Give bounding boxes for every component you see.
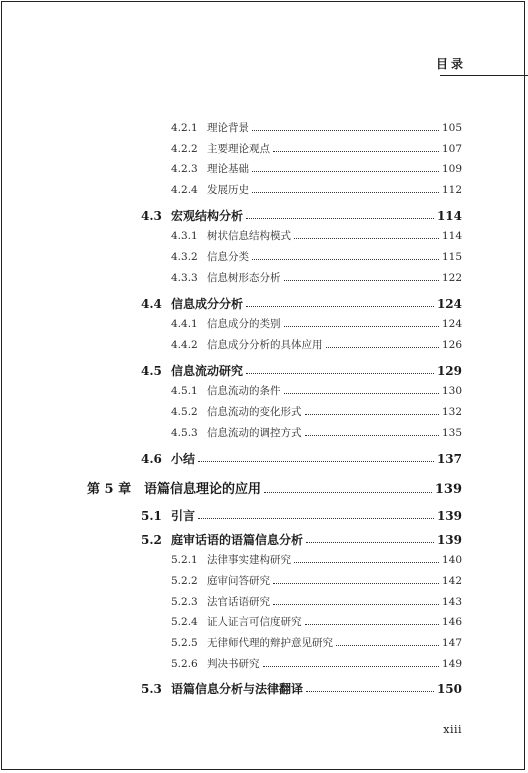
toc-entry[interactable] [171, 144, 462, 155]
running-header: 目录 [435, 57, 466, 71]
dot-leader [326, 347, 439, 348]
dot-leader [306, 691, 434, 692]
dot-leader [305, 435, 439, 436]
toc-title: 法官话语研究 [207, 596, 270, 608]
toc-number: 5.2.3 [171, 596, 198, 608]
toc-page: 107 [441, 143, 462, 155]
toc-chapter-number: 第 5 章 [87, 482, 132, 497]
toc-page: 150 [436, 682, 462, 696]
toc-entry[interactable] [171, 231, 462, 242]
header-rule [440, 75, 528, 76]
toc-number: 4.4.1 [171, 318, 198, 330]
toc-page: 149 [441, 658, 462, 670]
toc-title: 信息流动的变化形式 [207, 406, 302, 418]
toc-page: 115 [441, 251, 462, 263]
toc-page: 114 [436, 209, 462, 223]
toc-title: 信息成分的类别 [207, 318, 281, 330]
toc-page: 132 [441, 406, 462, 418]
toc-page: 142 [441, 575, 462, 587]
dot-leader [305, 624, 439, 625]
toc-page: 143 [441, 596, 462, 608]
toc-title: 信息树形态分析 [207, 272, 281, 284]
toc-entry[interactable] [171, 164, 462, 175]
toc-page: 130 [441, 385, 462, 397]
toc-page: 147 [441, 637, 462, 649]
toc-entry[interactable] [171, 597, 462, 608]
toc-chapter-entry[interactable] [87, 483, 462, 496]
dot-leader [336, 645, 439, 646]
dot-leader [284, 393, 439, 394]
dot-leader [306, 542, 434, 543]
toc-page: 139 [436, 533, 462, 547]
dot-leader [264, 492, 432, 493]
toc-number: 4.3 [141, 209, 162, 223]
dot-leader [273, 151, 439, 152]
toc-entry[interactable] [171, 123, 462, 134]
dot-leader [246, 218, 434, 219]
toc-entry[interactable] [171, 576, 462, 587]
toc-title: 发展历史 [207, 184, 249, 196]
toc-page: 109 [441, 163, 462, 175]
toc-page: 112 [441, 184, 462, 196]
toc-page: 114 [441, 230, 462, 242]
toc-number: 5.2.1 [171, 554, 198, 566]
toc-entry[interactable] [141, 298, 462, 310]
toc-number: 4.2.2 [171, 143, 198, 155]
dot-leader [273, 604, 439, 605]
dot-leader [252, 130, 439, 131]
dot-leader [284, 280, 439, 281]
toc-number: 4.3.1 [171, 230, 198, 242]
toc-page: 139 [434, 482, 462, 497]
toc-entry[interactable] [141, 365, 462, 377]
toc-number: 4.2.4 [171, 184, 198, 196]
toc-title: 引言 [171, 509, 196, 523]
toc-number: 4.3.3 [171, 272, 198, 284]
toc-number: 5.2.2 [171, 575, 198, 587]
toc-entry[interactable] [171, 617, 462, 628]
toc-title: 语篇信息分析与法律翻译 [171, 682, 304, 696]
dot-leader [252, 259, 439, 260]
toc-entry[interactable] [171, 252, 462, 263]
toc-entry[interactable] [171, 319, 462, 330]
dot-leader [252, 192, 439, 193]
toc-number: 4.3.2 [171, 251, 198, 263]
toc-entry[interactable] [171, 386, 462, 397]
toc-entry[interactable] [171, 555, 462, 566]
toc-page: 137 [436, 452, 462, 466]
toc-number: 4.4.2 [171, 339, 198, 351]
toc-title: 主要理论观点 [207, 143, 270, 155]
toc-title: 信息流动研究 [171, 364, 244, 378]
dot-leader [252, 171, 439, 172]
toc-number: 5.2 [141, 533, 162, 547]
toc-page: 122 [441, 272, 462, 284]
toc-page: 105 [441, 122, 462, 134]
toc-title: 信息流动的条件 [207, 385, 281, 397]
dot-leader [198, 461, 434, 462]
toc-entry[interactable] [171, 185, 462, 196]
toc-number: 4.5.2 [171, 406, 198, 418]
toc-number: 4.5.3 [171, 427, 198, 439]
toc-number: 5.3 [141, 682, 162, 696]
toc-number: 4.6 [141, 452, 162, 466]
toc-entry[interactable] [141, 510, 462, 522]
dot-leader [294, 238, 439, 239]
toc-number: 5.1 [141, 509, 162, 523]
toc-number: 4.2.3 [171, 163, 198, 175]
toc-entry[interactable] [171, 340, 462, 351]
toc-title: 信息成分分析 [171, 297, 244, 311]
toc-page: 140 [441, 554, 462, 566]
toc-page: 139 [436, 509, 462, 523]
toc-entry[interactable] [171, 638, 462, 649]
toc-title: 庭审问答研究 [207, 575, 270, 587]
toc-number: 5.2.6 [171, 658, 198, 670]
dot-leader [284, 326, 439, 327]
dot-leader [263, 666, 439, 667]
toc-title: 信息成分分析的具体应用 [207, 339, 323, 351]
toc-entry[interactable] [141, 534, 462, 546]
toc-number: 4.5 [141, 364, 162, 378]
toc-entry[interactable] [141, 683, 462, 695]
toc-entry[interactable] [171, 273, 462, 284]
toc-title: 小结 [171, 452, 196, 466]
toc-page: 135 [441, 427, 462, 439]
toc-entry[interactable] [141, 210, 462, 222]
toc-number: 4.2.1 [171, 122, 198, 134]
dot-leader [305, 414, 439, 415]
page-number: xiii [443, 723, 462, 736]
toc-number: 4.4 [141, 297, 162, 311]
toc-title: 信息分类 [207, 251, 249, 263]
toc-title: 信息流动的调控方式 [207, 427, 302, 439]
toc-number: 4.5.1 [171, 385, 198, 397]
toc-entry[interactable] [171, 659, 462, 670]
toc-page: 129 [436, 364, 462, 378]
toc-page: 124 [436, 297, 462, 311]
toc-page: 124 [441, 318, 462, 330]
toc-title: 理论背景 [207, 122, 249, 134]
toc-entry[interactable] [141, 453, 462, 465]
toc-number: 5.2.4 [171, 616, 198, 628]
toc-title: 宏观结构分析 [171, 209, 244, 223]
toc-title: 理论基础 [207, 163, 249, 175]
toc-title: 树状信息结构模式 [207, 230, 291, 242]
toc-page: 146 [441, 616, 462, 628]
toc-title: 无律师代理的辩护意见研究 [207, 637, 333, 649]
toc-title: 语篇信息理论的应用 [144, 482, 262, 497]
toc-entry[interactable] [171, 407, 462, 418]
dot-leader [246, 306, 434, 307]
toc-title: 证人证言可信度研究 [207, 616, 302, 628]
toc-title: 法律事实建构研究 [207, 554, 291, 566]
toc-title: 判决书研究 [207, 658, 260, 670]
dot-leader [273, 583, 439, 584]
dot-leader [198, 518, 434, 519]
dot-leader [294, 562, 439, 563]
toc-entry[interactable] [171, 428, 462, 439]
dot-leader [246, 373, 434, 374]
toc-title: 庭审话语的语篇信息分析 [171, 533, 304, 547]
toc-page: 126 [441, 339, 462, 351]
toc-number: 5.2.5 [171, 637, 198, 649]
